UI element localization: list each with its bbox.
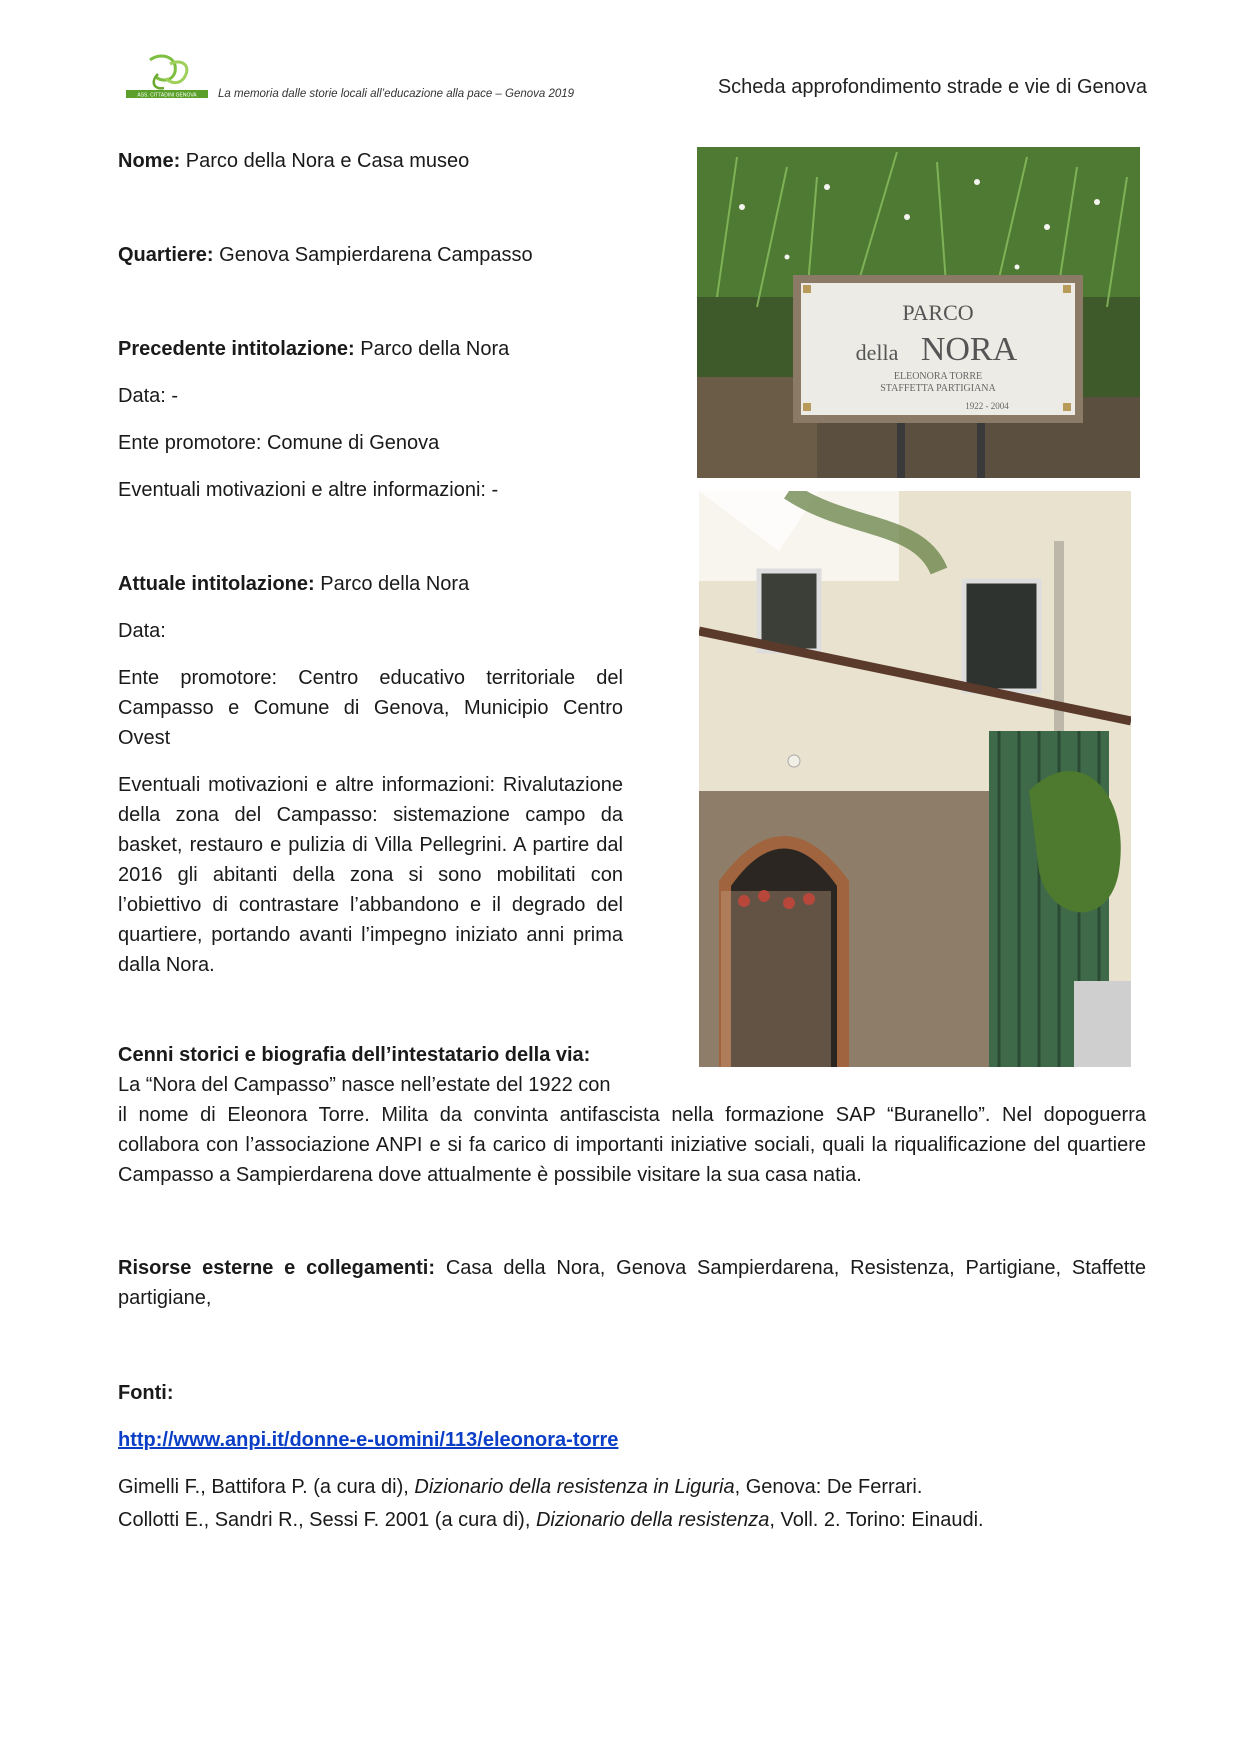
sign-line-name: ELEONORA TORRE — [893, 371, 983, 382]
fonti-heading: Fonti: — [118, 1382, 174, 1404]
precedente-ente: Ente promotore: Comune di Genova — [118, 432, 440, 454]
attuale-ente: Ente promotore: Centro educativo territoriale del Campasso e Comune di Genova, Municipio Centro Ovest — [118, 667, 623, 749]
sign-line-nora: NORA — [920, 331, 1018, 368]
house-museum-photo — [699, 491, 1131, 1067]
field-precedente — [118, 334, 509, 364]
anpi-source-link[interactable]: http://www.anpi.it/donne-e-uomini/113/eleonora-torre — [118, 1429, 619, 1451]
precedente-label: Precedente intitolazione: — [118, 338, 355, 360]
cenni-body: il nome di Eleonora Torre. Milita da convinta antifascista nella formazione SAP “Buranello”. Nel dopoguerra collabora con l’associazione ANPI e si fa carico di importanti iniziative sociali, quali la riqualificazione del quartiere Campasso a Sampierdarena dove attualmente è possibile visitare la sua casa natia. — [118, 1104, 1146, 1186]
attuale-motivazioni: Eventuali motivazioni e altre informazioni: Rivalutazione della zona del Campasso: sistemazione campo da basket, restauro e pulizia di Villa Pellegrini. A partire dal 2016 gli abitanti della zona si sono mobilitati con l’obiettivo di contrastare l’abbandono e il degrado del quartiere, portando avanti l’impegno iniziato anni prima dalla Nora. — [118, 774, 623, 976]
quartiere-value: Genova Sampierdarena Campasso — [219, 244, 533, 266]
precedente-motivazioni: Eventuali motivazioni e altre informazioni: - — [118, 479, 499, 501]
quartiere-label: Quartiere: — [118, 244, 214, 266]
risorse-label: Risorse esterne e collegamenti: — [118, 1257, 436, 1279]
sign-line-years: 1922 - 2004 — [965, 401, 1009, 411]
risorse-value: Casa della Nora, Genova Sampierdarena, Resistenza, Partigiane, Staffette partigiane, — [118, 1257, 1147, 1309]
cenni-heading: Cenni storici e biografia dell’intestatario della via: — [118, 1044, 591, 1066]
citation-2-title: Dizionario della resistenza — [535, 1509, 770, 1531]
sign-line-della: della — [855, 340, 899, 365]
citation-1-title: Dizionario della resistenza in Liguria — [414, 1476, 735, 1498]
precedente-data: Data: - — [118, 385, 179, 407]
precedente-value: Parco della Nora — [360, 338, 510, 360]
sign-line-role: STAFFETTA PARTIGIANA — [880, 383, 996, 394]
logo-text: ASS. CITTADINI GENOVA — [137, 92, 197, 99]
park-sign-photo — [697, 147, 1140, 478]
attuale-data: Data: — [118, 620, 166, 642]
field-risorse — [118, 1253, 1146, 1313]
nome-label: Nome: — [118, 150, 181, 172]
attuale-value: Parco della Nora — [320, 573, 470, 595]
sign-line-parco: PARCO — [902, 300, 974, 325]
citation-2: Collotti E., Sandri R., Sessi F. 2001 (a cura di), Dizionario della resistenza, Voll. 2. Torino: Einaudi. — [118, 1509, 984, 1531]
attuale-label: Attuale intitolazione: — [118, 573, 315, 595]
header-tagline: La memoria dalle storie locali all’educazione alla pace – Genova 2019 — [218, 88, 575, 100]
field-nome — [118, 146, 469, 176]
citation-1: Gimelli F., Battifora P. (a cura di), Dizionario della resistenza in Liguria, Genova: De Ferrari. — [118, 1476, 923, 1498]
cenni-first-line: La “Nora del Campasso” nasce nell’estate del 1922 con — [118, 1074, 611, 1096]
nome-value: Parco della Nora e Casa museo — [185, 150, 470, 172]
field-attuale — [118, 569, 469, 599]
association-logo — [120, 52, 215, 100]
page-header-title: Scheda approfondimento strade e vie di Genova — [717, 76, 1147, 98]
field-quartiere — [118, 240, 533, 270]
fonti-link-row — [118, 1425, 618, 1455]
